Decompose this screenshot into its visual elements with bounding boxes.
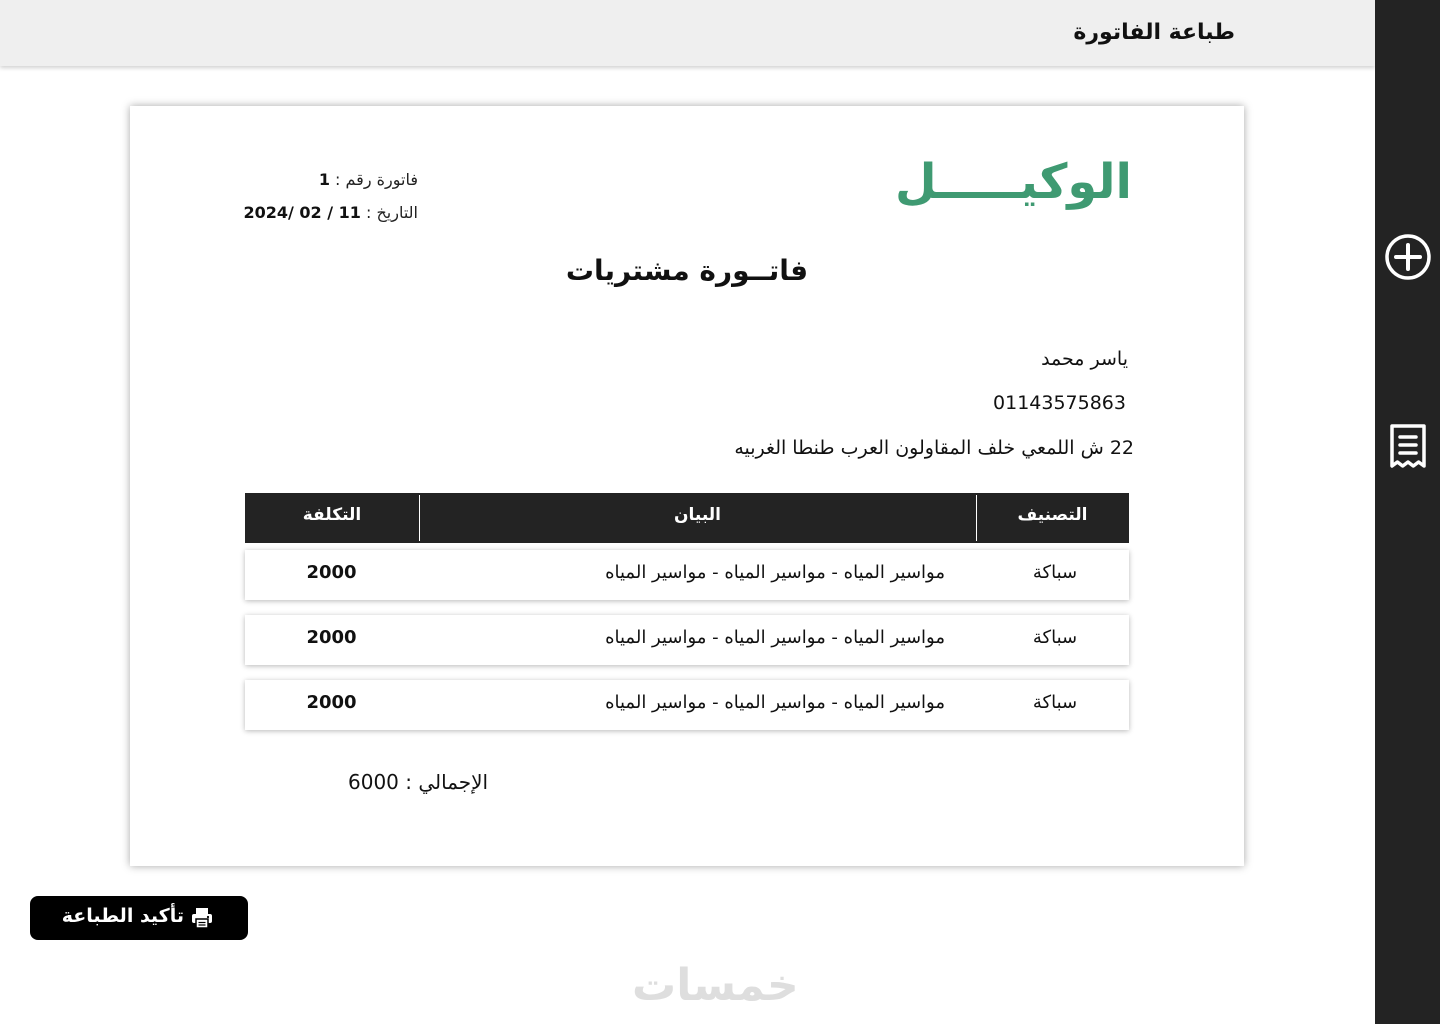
row-description: مواسير المياه - مواسير المياه - مواسير المياه bbox=[605, 562, 945, 583]
header-cost: التكلفة bbox=[302, 505, 362, 525]
watermark-logo: خمسات bbox=[632, 960, 799, 1011]
page-title: طباعة الفاتورة bbox=[1073, 20, 1235, 45]
customer-phone: 01143575863 bbox=[993, 392, 1126, 414]
row-category: سباكة bbox=[1032, 692, 1078, 713]
invoice-date bbox=[243, 203, 418, 222]
customer-address: 22 ش اللمعي خلف المقاولون العرب طنطا الغربيه bbox=[734, 437, 1134, 459]
header-description: البيان bbox=[674, 505, 721, 525]
row-cost: 2000 bbox=[306, 562, 357, 583]
invoice-date-value: 11 / 02 /2024 bbox=[243, 203, 361, 222]
invoice-title: فاتــورة مشتريات bbox=[565, 254, 809, 287]
invoice-total bbox=[348, 770, 488, 794]
total-value: 6000 bbox=[348, 770, 399, 794]
confirm-print-label: تأكيد الطباعة bbox=[61, 905, 184, 927]
row-description: مواسير المياه - مواسير المياه - مواسير المياه bbox=[605, 627, 945, 648]
row-cost: 2000 bbox=[306, 692, 357, 713]
row-cost: 2000 bbox=[306, 627, 357, 648]
customer-name: ياسر محمد bbox=[1041, 348, 1128, 370]
printer-icon bbox=[190, 906, 214, 930]
invoice-number-value: 1 bbox=[318, 170, 330, 189]
table-row bbox=[245, 680, 1129, 730]
invoice-number-label: فاتورة رقم : bbox=[329, 170, 418, 189]
table-row bbox=[245, 550, 1129, 600]
add-circle-icon[interactable] bbox=[1383, 232, 1433, 282]
sidebar bbox=[1375, 0, 1440, 1024]
invoice-sheet bbox=[130, 106, 1244, 866]
header-divider bbox=[419, 495, 420, 541]
receipt-icon[interactable] bbox=[1383, 422, 1433, 472]
header-category: التصنيف bbox=[1017, 505, 1088, 525]
row-description: مواسير المياه - مواسير المياه - مواسير المياه bbox=[605, 692, 945, 713]
table-header bbox=[245, 493, 1129, 543]
items-table bbox=[245, 493, 1129, 713]
total-label: الإجمالي : bbox=[398, 770, 489, 794]
brand-logo: الوكيـــــل bbox=[895, 154, 1132, 210]
invoice-date-label: التاريخ : bbox=[360, 203, 418, 222]
confirm-print-button[interactable] bbox=[30, 896, 248, 940]
top-bar bbox=[0, 0, 1375, 66]
row-category: سباكة bbox=[1032, 562, 1078, 583]
row-category: سباكة bbox=[1032, 627, 1078, 648]
header-divider bbox=[976, 495, 977, 541]
invoice-number bbox=[248, 170, 418, 189]
table-row bbox=[245, 615, 1129, 665]
